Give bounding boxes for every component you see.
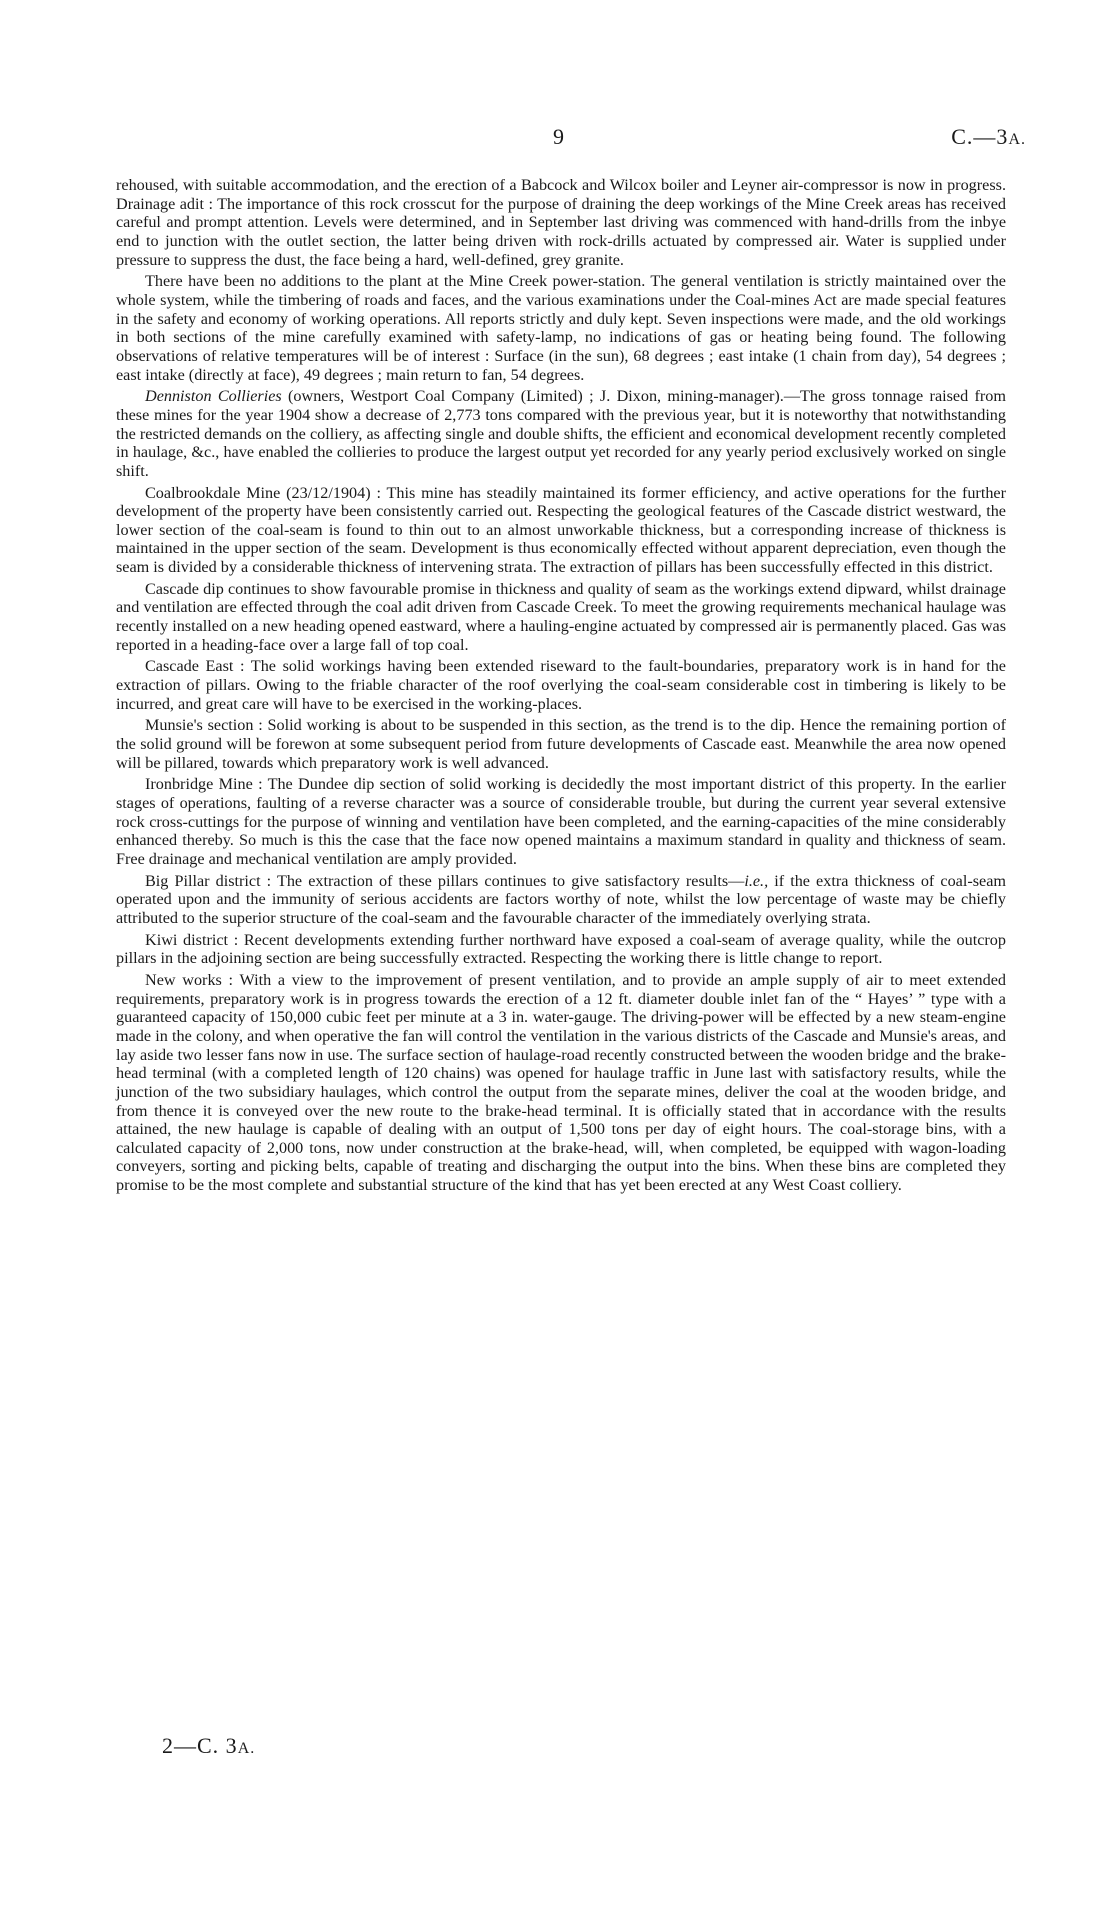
- document-reference-suffix: A.: [1008, 131, 1026, 148]
- paragraph-text: (owners, Westport Coal Company (Limited) ; J. Dixon, mining-manager).—The gross tonnage raised from these mines for the year 1904 show a decrease of 2,773 tons compared with the previous year, but it is noteworthy that notwithstanding the restricted demands on the colliery, as affecting single and double shifts, the efficient and economical development recently completed in haulage, &c., have enabled the collieries to produce the largest output yet recorded for any yearly period exclusively worked on single shift.: [116, 387, 1006, 480]
- signature-main: 2—C. 3: [162, 1733, 238, 1758]
- paragraph: There have been no additions to the plant at the Mine Creek power-station. The general ventilation is strictly maintained over the whole system, while the timbering of roads and faces, and the various examinations under the Coal-mines Act are made special features in the safety and economy of working operations. All reports strictly and duly kept. Seven inspections were made, and the old workings in both sections of the mine carefully examined with safety-lamp, no indications of gas or heating being found. The following observations of relative temperatures will be of interest : Surface (in the sun), 68 degrees ; east intake (1 chain from day), 54 degrees ; east intake (directly at face), 49 degrees ; main return to fan, 54 degrees.: [116, 272, 1006, 384]
- paragraph: rehoused, with suitable accommodation, and the erection of a Babcock and Wilcox boiler and Leyner air-compressor is now in progress. Drainage adit : The importance of this rock crosscut for the purpose of draining the deep workings of the Mine Creek areas has received careful and prompt attention. Levels were determined, and in September last driving was commenced with hand-drills from the inbye end to junction with the outlet section, the latter being driven with rock-drills actuated by compressed air. Water is supplied under pressure to suppress the dust, the face being a hard, well-defined, grey granite.: [116, 176, 1006, 269]
- paragraph-text-after: if the extra thickness of coal-seam operated upon and the immunity of serious accidents are factors worthy of note, whilst the low percentage of waste may be chiefly attributed to the superior structure of the coal-seam and the favourable character of the immediately overlying strata.: [116, 871, 1006, 927]
- paragraph: Coalbrookdale Mine (23/12/1904) : This mine has steadily maintained its former efficiency, and active operations for the further development of the property have been consistently carried out. Respecting the geological features of the Cascade district westward, the lower section of the coal-seam is found to thin out to an almost unworkable thickness, but a corresponding increase of thickness is maintained in the upper section of the seam. Development is thus economically effected without apparent depreciation, even though the seam is divided by a considerable thickness of intervening strata. The extraction of pillars has been successfully effected in this district.: [116, 483, 1006, 577]
- page-header: [0, 124, 1114, 154]
- document-reference-main: C.—3: [951, 124, 1009, 149]
- page-number: 9: [553, 124, 564, 149]
- italic-abbreviation: i.e.,: [744, 871, 769, 890]
- paragraph-text: Big Pillar district : The extraction of these pillars continues to give satisfactory results—: [145, 871, 745, 890]
- colliery-name-italic: Denniston Collieries: [145, 387, 282, 406]
- paragraph: Kiwi district : Recent developments extending further northward have exposed a coal-seam of average quality, while the outcrop pillars in the adjoining section are being successfully extracted. Respecting the working there is little change to report.: [116, 930, 1006, 968]
- paragraph: New works : With a view to the improvement of present ventilation, and to provide an ample supply of air to meet extended requirements, preparatory work is in progress towards the erection of a 12 ft. diameter double inlet fan of the “ Hayes’ ” type with a guaranteed capacity of 150,000 cubic feet per minute at a 3 in. water-gauge. The driving-power will be effected by a new steam-engine made in the colony, and when operative the fan will control the ventilation in the various districts of the Cascade and Munsie's areas, and lay aside two lesser fans now in use. The surface section of haulage-road recently constructed between the wooden bridge and the brake-head terminal (with a completed length of 120 chains) was opened for haulage traffic in June last with satisfactory results, while the junction of the two subsidiary haulages, which control the output from the separate mines, deliver the coal at the wooden bridge, and from thence it is conveyed over the new route to the brake-head terminal. It is officially stated that in accordance with the results attained, the new haulage is capable of dealing with an output of 1,500 tons per day of eight hours. The coal-storage bins, with a calculated capacity of 2,000 tons, now under construction at the brake-head, will, when completed, be equipped with wagon-loading conveyers, sorting and picking belts, capable of treating and discharging the output into the bins. When these bins are completed they promise to be the most complete and substantial structure of the kind that has yet been erected at any West Coast colliery.: [116, 970, 1006, 1195]
- signature-suffix: A.: [237, 1740, 256, 1757]
- signature-mark: [162, 1733, 255, 1759]
- paragraph: [116, 872, 1006, 928]
- document-reference: [951, 124, 1026, 150]
- paragraph: Cascade East : The solid workings having been extended riseward to the fault-boundaries, preparatory work is in hand for the extraction of pillars. Owing to the friable character of the roof overlying the coal-seam considerable cost in timbering is likely to be incurred, and great care will have to be exercised in the working-places.: [116, 657, 1006, 713]
- paragraph: Cascade dip continues to show favourable promise in thickness and quality of seam as the workings extend dipward, whilst drainage and ventilation are effected through the coal adit driven from Cascade Creek. To meet the growing requirements mechanical haulage was recently installed on a new heading opened eastward, where a hauling-engine actuated by compressed air is permanently placed. Gas was reported in a heading-face over a large fall of top coal.: [116, 579, 1006, 654]
- paragraph: Ironbridge Mine : The Dundee dip section of solid working is decidedly the most important district of this property. In the earlier stages of operations, faulting of a reverse character was a source of considerable trouble, but during the current year several extensive rock cross-cuttings for the purpose of winning and ventilation have been completed, and the earning-capacities of the mine considerably enhanced thereby. So much is this the case that the face now opened maintains a maximum standard in quality and thickness of seam. Free drainage and mechanical ventilation are amply provided.: [116, 775, 1006, 868]
- document-body: [116, 176, 1006, 1198]
- paragraph: Munsie's section : Solid working is about to be suspended in this section, as the trend is to the dip. Hence the remaining portion of the solid ground will be forewon at some subsequent period from future developments of Cascade east. Meanwhile the area now opened will be pillared, towards which preparatory work is well advanced.: [116, 716, 1006, 772]
- paragraph: [116, 387, 1006, 480]
